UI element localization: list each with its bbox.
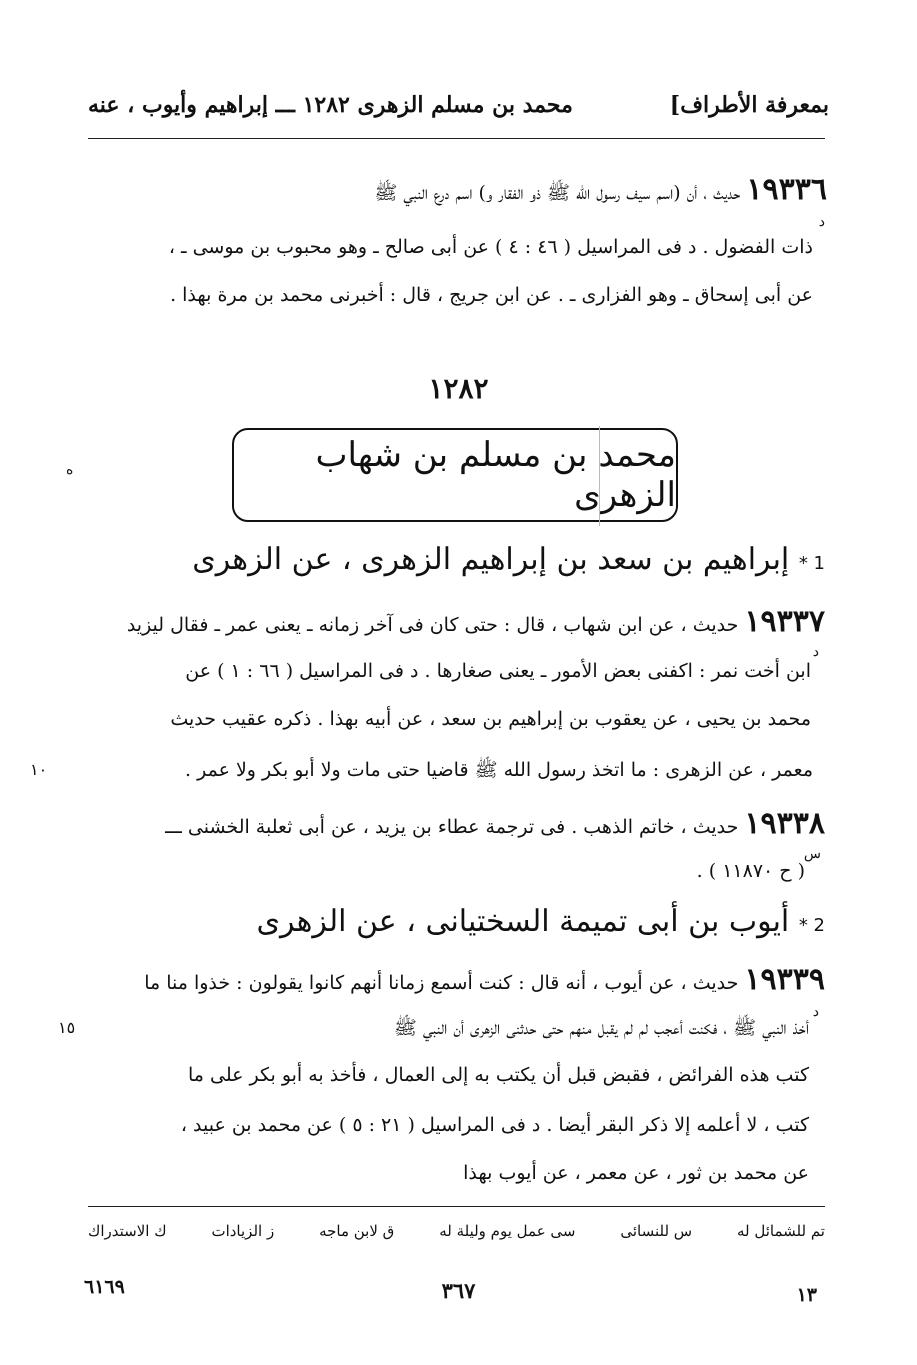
hadith-19336-siglum: د (818, 214, 825, 230)
hadith-text: حديث ، خاتم الذهب . فى ترجمة عطاء بن يزيد ، عن أبى ثعلبة الخشنى ـــ (165, 816, 739, 838)
header-section: بمعرفة الأطراف] (669, 92, 829, 118)
hadith-number: ١٩٣٣٧ (744, 604, 825, 639)
footer-number-right: ١٣ (796, 1284, 817, 1306)
hadith-number: ١٩٣٣٦ (746, 172, 827, 207)
page-number: ٣٦٧ (441, 1278, 476, 1303)
hadith-19337-line-3: محمد بن يحيى ، عن يعقوب بن إبراهيم بن سعد ، عن أبيه بهذا . ذكره عقيب حديث (170, 708, 811, 730)
legend-item: س للنسائى (620, 1222, 693, 1240)
legend-item: سى عمل يوم وليلة له (439, 1222, 576, 1240)
section-index: 1 * (798, 553, 825, 574)
hadith-19336-line-1 (374, 172, 827, 209)
hadith-19336-line-3: عن أبى إسحاق ـ وهو الفزارى ـ . عن ابن جريج ، قال : أخبرنى محمد بن مرة بهذا . (170, 284, 813, 306)
hadith-19337-line-2: ابن أخت نمر : اكفنى بعض الأمور ـ يعنى صغارها . د فى المراسيل ( ٦٦ : ١ ) عن (185, 660, 811, 682)
chapter-title-box (232, 428, 678, 522)
hadith-19337-siglum: د (812, 644, 819, 660)
hadith-19336-line-2: ذات الفضول . د فى المراسيل ( ٤٦ : ٤ ) عن أبى صالح ـ وهو محبوب بن موسى ـ ، (168, 236, 813, 258)
hadith-19339-line-3: كتب هذه الفرائض ، فقبض قبل أن يكتب به إلى العمال ، فأخذ به أبو بكر على ما (188, 1064, 809, 1086)
title-box-divider (599, 426, 600, 526)
hadith-text: حديث ، أن (اسم سيف رسول الله ﷺ ذو الفقار و) اسم درع النبي ﷺ (374, 182, 741, 204)
chapter-number: ١٢٨٢ (428, 372, 489, 405)
hadith-text: حديث ، عن أيوب ، أنه قال : كنت أسمع زمانا أنهم كانوا يقولون : خذوا منا ما (144, 972, 739, 994)
hadith-19339-siglum: د (812, 1004, 819, 1020)
footer-number-left: ٦١٦٩ (84, 1276, 125, 1298)
margin-mark: ه (66, 462, 74, 478)
hadith-19339-line-4: كتب ، لا أعلمه إلا ذكر البقر أيضا . د فى المراسيل ( ٢١ : ٥ ) عن محمد بن عبيد ، (180, 1114, 809, 1136)
running-header (88, 92, 829, 132)
hadith-19337-line-4: معمر ، عن الزهرى : ما اتخذ رسول الله ﷺ قاضيا حتى مات ولا أبو بكر ولا عمر . (185, 759, 813, 781)
section-title: أيوب بن أبى تميمة السختيانى ، عن الزهرى (256, 904, 790, 939)
hadith-19338-siglum: س (803, 846, 821, 862)
chapter-title: محمد بن مسلم بن شهاب الزهرى (315, 435, 676, 515)
section-heading-2 (257, 904, 825, 939)
siglum-legend (88, 1222, 825, 1240)
line-number: ١٠ (30, 760, 48, 779)
footnote-rule (88, 1206, 825, 1207)
line-number: ١٥ (58, 1018, 76, 1037)
hadith-19337-line-1 (127, 604, 825, 639)
hadith-19338-line-1 (165, 806, 825, 841)
hadith-19339-line-1 (144, 962, 825, 997)
section-title: إبراهيم بن سعد بن إبراهيم الزهرى ، عن الزهرى (192, 542, 790, 577)
hadith-number: ١٩٣٣٨ (744, 806, 825, 841)
hadith-19338-line-2: ( ح ١١٨٧٠ ) . (696, 860, 805, 882)
hadith-number: ١٩٣٣٩ (744, 962, 825, 997)
header-title: محمد بن مسلم الزهرى ١٢٨٢ ـــ إبراهيم وأيوب ، عنه (88, 92, 573, 118)
header-rule (88, 138, 825, 139)
section-index: 2 * (798, 915, 825, 936)
legend-item: ك الاستدراك (88, 1222, 167, 1240)
hadith-19339-line-5: عن محمد بن ثور ، عن معمر ، عن أيوب بهذا (463, 1162, 809, 1184)
legend-item: تم للشمائل له (736, 1222, 825, 1240)
legend-item: ز الزيادات (211, 1222, 275, 1240)
legend-item: ق لابن ماجه (319, 1222, 395, 1240)
section-heading-1 (192, 542, 825, 577)
hadith-text: حديث ، عن ابن شهاب ، قال : حتى كان فى آخر زمانه ـ يعنى عمر ـ فقال ليزيد (126, 614, 739, 636)
hadith-19339-line-2: أخذ النبي ﷺ ، فكنت أعجب لم لم يقبل منهم حتى حدثنى الزهرى أن النبي ﷺ (393, 1017, 809, 1039)
